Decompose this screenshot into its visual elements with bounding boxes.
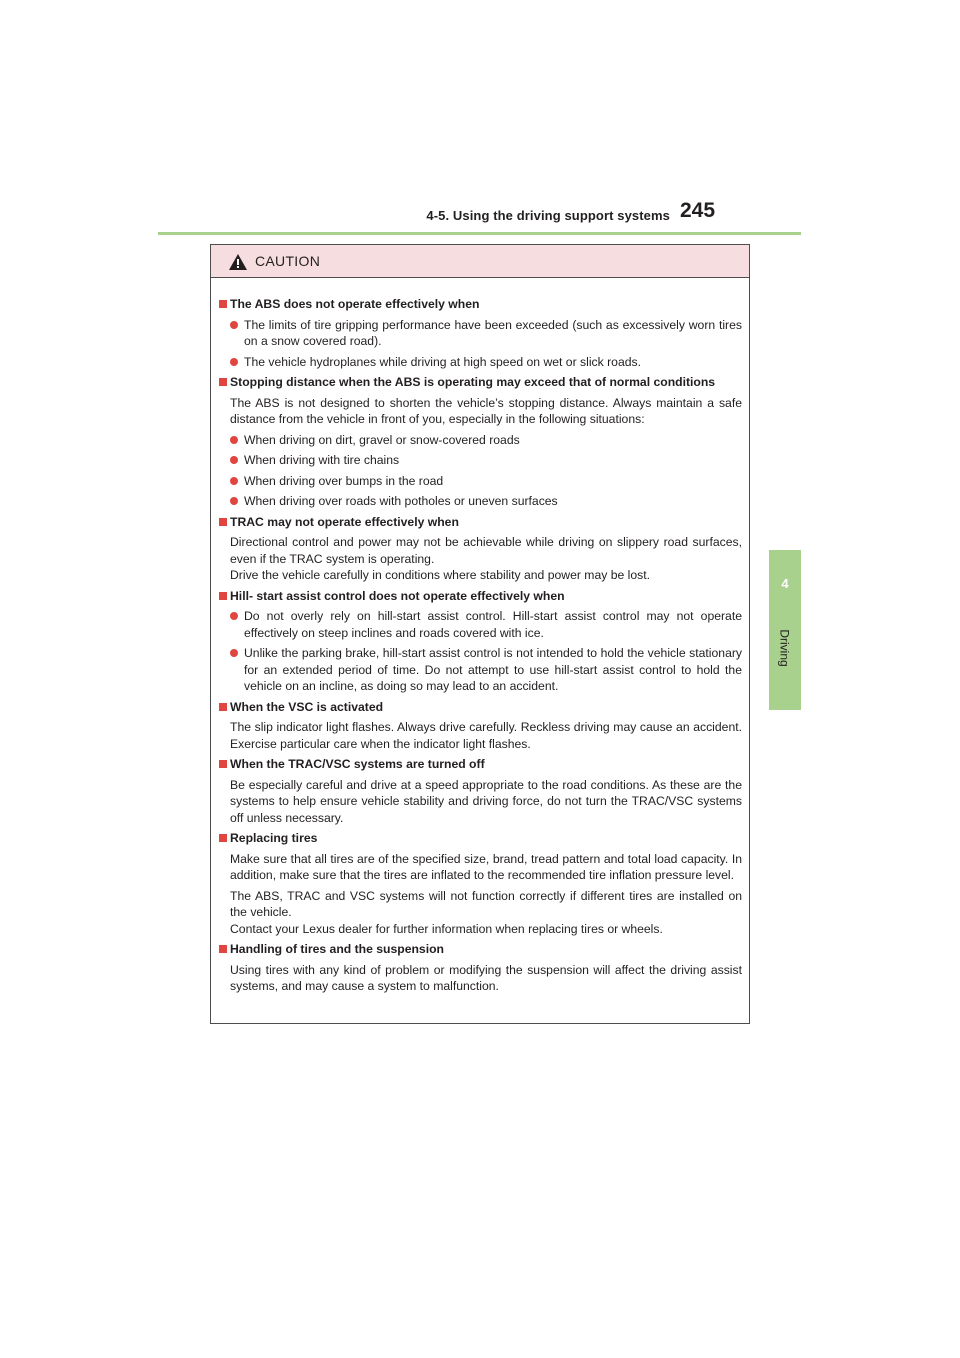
section-heading: Hill- start assist control does not operate effectively when (219, 588, 742, 605)
section-text: The ABS, TRAC and VSC systems will not function correctly if different tires are installed on the vehicle. Contact your Lexus dealer for further information when replacing tires or wheels. (230, 888, 742, 936)
circle-bullet-icon (230, 436, 238, 444)
circle-bullet-icon (230, 358, 238, 366)
caution-title: CAUTION (255, 253, 321, 269)
page-number: 245 (680, 199, 716, 222)
bullet-item: The limits of tire gripping performance have been exceeded (such as excessively worn tires on a snow covered road). (219, 317, 742, 350)
circle-bullet-icon (230, 612, 238, 620)
circle-bullet-icon (230, 497, 238, 505)
square-bullet-icon (219, 760, 227, 768)
caution-body (211, 278, 749, 995)
header-divider (158, 232, 801, 235)
section-text: Be especially careful and drive at a speed appropriate to the road conditions. As these are the systems to help ensure vehicle stability and driving force, do not turn the TRAC/VSC systems off unless necessary. (230, 777, 742, 825)
square-bullet-icon (219, 945, 227, 953)
square-bullet-icon (219, 703, 227, 711)
section-heading: TRAC may not operate effectively when (219, 514, 742, 531)
section-heading: Handling of tires and the suspension (219, 941, 742, 958)
section-heading: When the VSC is activated (219, 699, 742, 716)
section-heading: Replacing tires (219, 830, 742, 847)
chapter-title: 4-5. Using the driving support systems (426, 208, 670, 223)
square-bullet-icon (219, 834, 227, 842)
section-heading: When the TRAC/VSC systems are turned off (219, 756, 742, 773)
section-text: Make sure that all tires are of the specified size, brand, tread pattern and total load capacity. In addition, make sure that the tires are inflated to the recommended tire inflation pressure level. (230, 851, 742, 882)
bullet-item: When driving on dirt, gravel or snow-covered roads (219, 432, 742, 449)
circle-bullet-icon (230, 649, 238, 657)
circle-bullet-icon (230, 456, 238, 464)
circle-bullet-icon (230, 321, 238, 329)
bullet-item: When driving over bumps in the road (219, 473, 742, 490)
square-bullet-icon (219, 518, 227, 526)
square-bullet-icon (219, 378, 227, 386)
square-bullet-icon (219, 300, 227, 308)
bullet-item: The vehicle hydroplanes while driving at high speed on wet or slick roads. (219, 354, 742, 371)
bullet-item: Unlike the parking brake, hill-start assist control is not intended to hold the vehicle stationary for an extended period of time. Do not attempt to use hill-start assist control to hold the vehicle on an incline, as doing so may lead to an accident. (219, 645, 742, 695)
section-text: Directional control and power may not be achievable while driving on slippery road surfaces, even if the TRAC system is operating. Drive the vehicle carefully in conditions where stability and power may be lost. (230, 535, 742, 582)
chapter-label (769, 618, 801, 678)
bullet-item: When driving over roads with potholes or uneven surfaces (219, 493, 742, 510)
section-heading: The ABS does not operate effectively when (219, 296, 742, 313)
section-text: The ABS is not designed to shorten the vehicle’s stopping distance. Always maintain a safe distance from the vehicle in front of you, especially in the following situations: (230, 395, 742, 426)
section-heading: Stopping distance when the ABS is operating may exceed that of normal conditions (219, 374, 742, 391)
bullet-item: When driving with tire chains (219, 452, 742, 469)
section-text: The slip indicator light flashes. Always drive carefully. Reckless driving may cause an accident. Exercise particular care when the indicator light flashes. (230, 720, 742, 751)
chapter-label-text: Driving (778, 629, 792, 667)
section-text: Using tires with any kind of problem or modifying the suspension will affect the driving assist systems, and may cause a system to malfunction. (230, 962, 742, 993)
caution-header (211, 245, 749, 278)
caution-box (210, 244, 750, 1024)
circle-bullet-icon (230, 477, 238, 485)
square-bullet-icon (219, 592, 227, 600)
chapter-number: 4 (781, 576, 789, 591)
bullet-item: Do not overly rely on hill-start assist control. Hill-start assist control may not operate effectively on steep inclines and roads covered with ice. (219, 608, 742, 641)
warning-triangle-icon (228, 253, 248, 271)
